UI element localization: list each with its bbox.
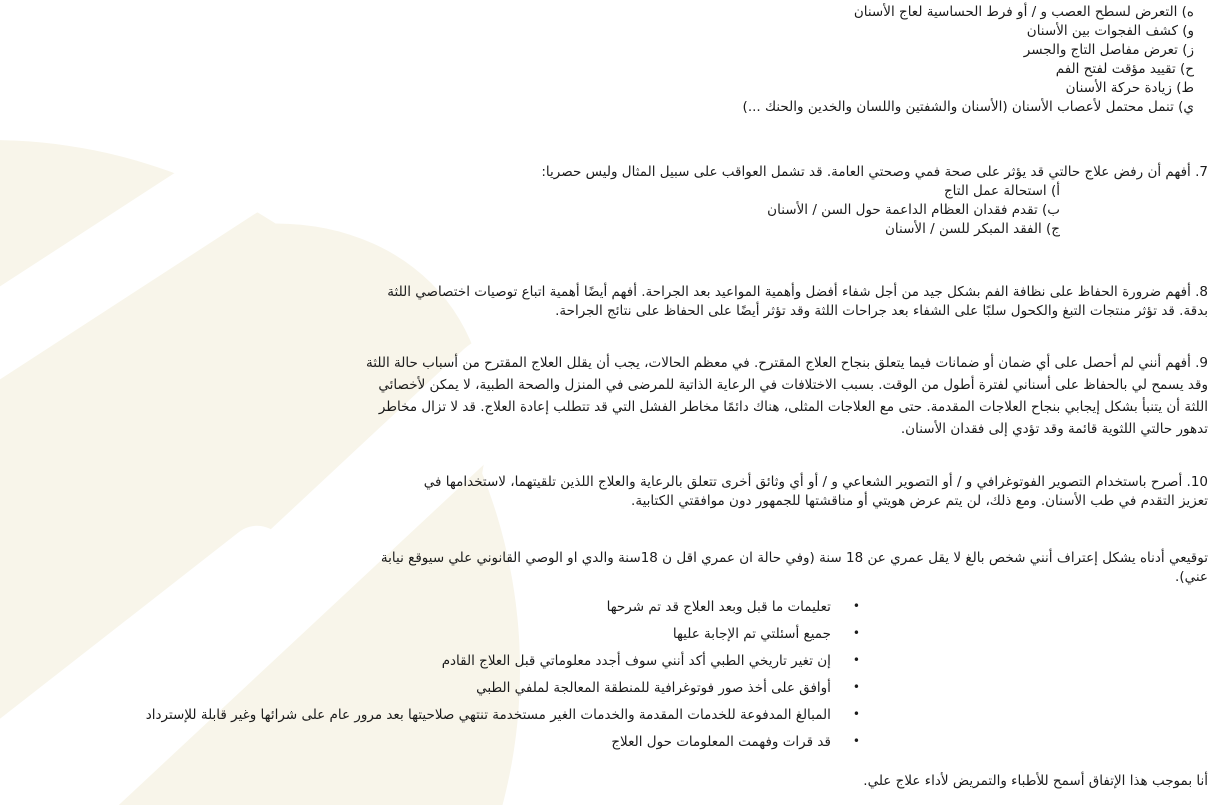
acknowledgement-item xyxy=(0,593,860,620)
paragraph-line: 9. أفهم أنني لم أحصل على أي ضمان أو ضمانات فيما يتعلق بنجاح العلاج المقترح. في معظم الحالات، يجب أن يقلل العلاج المقترح من أسباب حالة اللثة xyxy=(366,355,1208,371)
signature-statement-line: توقيعي أدناه يشكل إعتراف أنني شخص بالغ لا يقل عمري عن 18 سنة (وفي حالة ان عمري اقل ن 18سنة والدي او الوصي القانوني علي سيوقع نيابة xyxy=(380,550,1208,566)
complication-item-y: ي) تنمل محتمل لأعصاب الأسنان (الأسنان والشفتين واللسان والخدين والحنك ...) xyxy=(742,99,1194,115)
consequence-item-a: أ) استحالة عمل التاج xyxy=(943,183,1060,199)
acknowledgement-text: قد قرات وفهمت المعلومات حول العلاج xyxy=(611,733,831,750)
section-9-paragraph xyxy=(0,352,1208,440)
signature-statement-line: عني). xyxy=(1175,569,1208,585)
bullet-icon: • xyxy=(852,707,860,721)
acknowledgement-list xyxy=(0,593,1208,755)
section-8-paragraph xyxy=(0,283,1208,321)
closing-statement: أنا بموجب هذا الإتفاق أسمح للأطباء والتمريض لأداء علاج علي. xyxy=(863,773,1208,789)
paragraph-line: 8. أفهم ضرورة الحفاظ على نظافة الفم بشكل جيد من أجل شفاء أفضل وأهمية المواعيد بعد الجراحة. أفهم أيضًا أهمية اتباع توصيات اختصاصي اللثة xyxy=(387,284,1208,300)
paragraph-line: بدقة. قد تؤثر منتجات التبغ والكحول سلبًا على الشفاء بعد جراحات اللثة وقد تؤثر أيضًا على الحفاظ على نتائج الجراحة. xyxy=(555,303,1208,319)
acknowledgement-text: المبالغ المدفوعة للخدمات المقدمة والخدمات الغير مستخدمة تنتهي صلاحيتها بعد مرور عام على شرائها وغير قابلة للإسترداد xyxy=(145,706,831,723)
acknowledgement-item xyxy=(0,674,860,701)
bullet-icon: • xyxy=(852,734,860,748)
paragraph-line: اللثة أن يتنبأ بشكل إيجابي بنجاح العلاجات المقدمة. حتى مع العلاجات المثلى، هناك دائمًا مخاطر الفشل التي قد تتطلب إعادة العلاج. قد لا تزال مخاطر xyxy=(378,399,1208,415)
acknowledgement-item xyxy=(0,728,860,755)
complication-item-hh: ح) تقييد مؤقت لفتح الفم xyxy=(1055,61,1194,77)
paragraph-line: 10. أصرح باستخدام التصوير الفوتوغرافي و / أو التصوير الشعاعي و / أو أي وثائق أخرى تتعلق بالرعاية والعلاج اللذين تلقيتهما، لاستخدامها في xyxy=(423,474,1208,490)
section-7-heading: 7. أفهم أن رفض علاج حالتي قد يؤثر على صحة فمي وصحتي العامة. قد تشمل العواقب على سبيل المثال وليس حصريا: xyxy=(541,164,1208,180)
acknowledgement-text: أوافق على أخذ صور فوتوغرافية للمنطقة المعالجة لملفي الطبي xyxy=(476,679,831,696)
bullet-icon: • xyxy=(852,626,860,640)
acknowledgement-text: إن تغير تاريخي الطبي أكد أنني سوف أجدد معلوماتي قبل العلاج القادم xyxy=(441,652,831,669)
complication-item-z: ز) تعرض مفاصل التاج والجسر xyxy=(1023,42,1194,58)
paragraph-line: تعزيز التقدم في طب الأسنان. ومع ذلك، لن يتم عرض هويتي أو مناقشتها للجمهور دون موافقتي الكتابية. xyxy=(631,493,1208,509)
consequence-item-c: ج) الفقد المبكر للسن / الأسنان xyxy=(884,221,1060,237)
bullet-icon: • xyxy=(852,599,860,613)
acknowledgement-item xyxy=(0,647,860,674)
section-10-paragraph xyxy=(0,473,1208,511)
consequence-item-b: ب) تقدم فقدان العظام الداعمة حول السن / الأسنان xyxy=(767,202,1060,218)
paragraph-line: تدهور حالتي اللثوية قائمة وقد تؤدي إلى فقدان الأسنان. xyxy=(900,421,1208,437)
complication-item-h: ه) التعرض لسطح العصب و / أو فرط الحساسية لعاج الأسنان xyxy=(853,4,1194,20)
complication-item-w: و) كشف الفجوات بين الأسنان xyxy=(1026,23,1194,39)
acknowledgement-item xyxy=(0,620,860,647)
acknowledgement-text: جميع أسئلتي تم الإجابة عليها xyxy=(672,625,831,642)
bullet-icon: • xyxy=(852,653,860,667)
paragraph-line: وقد يسمح لي بالحفاظ على أسناني لفترة أطول من الوقت. بسبب الاختلافات في الرعاية الذاتية للمرضى في المنزل والصحة الطبية، لا يمكن لأخصائي xyxy=(378,377,1208,393)
acknowledgement-text: تعليمات ما قبل وبعد العلاج قد تم شرحها xyxy=(606,598,831,615)
acknowledgement-item xyxy=(0,701,860,728)
bullet-icon: • xyxy=(852,680,860,694)
complication-item-t: ط) زيادة حركة الأسنان xyxy=(1065,80,1194,96)
signature-statement xyxy=(0,549,1208,587)
